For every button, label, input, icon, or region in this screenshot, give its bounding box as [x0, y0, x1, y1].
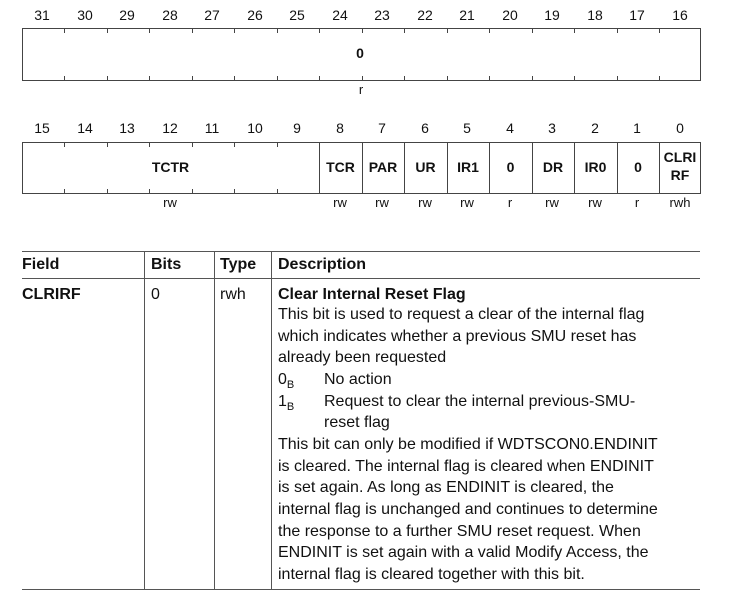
table-bottom-rule [22, 589, 700, 590]
bit-number: 29 [119, 7, 135, 23]
bit-number: 13 [119, 120, 135, 136]
field-tcr: TCR [326, 159, 355, 175]
bit-number: 14 [77, 120, 93, 136]
bit-number: 15 [34, 120, 50, 136]
note-line: is set again. As long as ENDINIT is cleared, the [278, 479, 614, 496]
field-clrirf-line2: RF [670, 167, 690, 183]
access-par: rw [375, 195, 389, 210]
table-header-rule [22, 278, 700, 279]
bit-number: 26 [247, 7, 263, 23]
field-ur: UR [415, 159, 436, 175]
note-line: ENDINIT is set again with a valid Modify Access, the [278, 544, 649, 561]
bit-number: 3 [548, 120, 556, 136]
field-tctr: TCTR [151, 159, 190, 175]
access-reserved-1: r [634, 195, 640, 210]
field-dr: DR [542, 159, 564, 175]
bit-number: 18 [587, 7, 603, 23]
field-reserved-4: 0 [506, 159, 515, 175]
bit-number: 10 [247, 120, 263, 136]
upper-field-access: r [358, 82, 364, 97]
bit-number: 27 [204, 7, 220, 23]
table-col-divider [271, 251, 272, 589]
field-ir0: IR0 [584, 159, 607, 175]
description-line: This bit is used to request a clear of the internal flag [278, 306, 645, 323]
row-bits: 0 [151, 286, 160, 303]
table-col-divider [214, 251, 215, 589]
bit-number: 1 [633, 120, 641, 136]
access-dr: rw [545, 195, 559, 210]
note-line: is cleared. The internal flag is cleared when ENDINIT [278, 458, 654, 475]
description-line: which indicates whether a previous SMU reset has [278, 328, 637, 345]
access-reserved-4: r [507, 195, 513, 210]
note-line: This bit can only be modified if WDTSCON0.ENDINIT [278, 436, 658, 453]
bit-number: 31 [34, 7, 50, 23]
description-title: Clear Internal Reset Flag [278, 286, 466, 303]
bit-number: 19 [544, 7, 560, 23]
field-par: PAR [368, 159, 398, 175]
bit-number: 5 [463, 120, 471, 136]
bit-number: 9 [293, 120, 301, 136]
row-field-name: CLRIRF [22, 286, 81, 303]
field-reserved-1: 0 [634, 159, 642, 175]
table-col-divider [144, 251, 145, 589]
value-description: reset flag [324, 414, 390, 431]
table-top-rule [22, 251, 700, 252]
access-ur: rw [418, 195, 432, 210]
note-line: internal flag is cleared together with this bit. [278, 566, 585, 583]
bit-number: 12 [162, 120, 178, 136]
bit-number: 4 [506, 120, 514, 136]
access-clrirf: rwh [669, 195, 691, 210]
bit-number: 30 [77, 7, 93, 23]
bit-number: 6 [421, 120, 429, 136]
bit-number: 24 [332, 7, 348, 23]
bit-number: 7 [378, 120, 386, 136]
header-type: Type [220, 256, 257, 273]
access-ir0: rw [588, 195, 602, 210]
bit-number: 0 [676, 120, 684, 136]
bit-number: 28 [162, 7, 178, 23]
bit-number: 25 [289, 7, 305, 23]
bit-number: 11 [204, 120, 220, 136]
bit-number: 21 [459, 7, 475, 23]
bit-number: 22 [417, 7, 433, 23]
row-type: rwh [220, 286, 246, 303]
field-ir1: IR1 [457, 159, 479, 175]
bit-number: 17 [629, 7, 645, 23]
access-tctr: rw [163, 195, 177, 210]
bit-number: 2 [591, 120, 599, 136]
access-tcr: rw [333, 195, 347, 210]
bit-number: 16 [672, 7, 688, 23]
note-line: the response to a further SMU reset request. When [278, 523, 641, 540]
note-line: internal flag is unchanged and continues to determine [278, 501, 658, 518]
bit-number: 23 [374, 7, 390, 23]
header-description: Description [278, 256, 367, 273]
value-description: Request to clear the internal previous-SMU- [324, 393, 636, 410]
field-clrirf-line1: CLRI [663, 149, 697, 165]
header-bits: Bits [151, 256, 182, 273]
value-description: No action [324, 371, 392, 388]
upper-field-reserved: 0 [356, 45, 364, 61]
value-code: $1_B$ [278, 393, 295, 413]
header-field: Field [22, 256, 60, 273]
bit-number: 20 [502, 7, 518, 23]
description-line: already been requested [278, 349, 447, 366]
value-code: $0_B$ [278, 371, 295, 391]
bit-number: 8 [336, 120, 344, 136]
access-ir1: rw [460, 195, 474, 210]
